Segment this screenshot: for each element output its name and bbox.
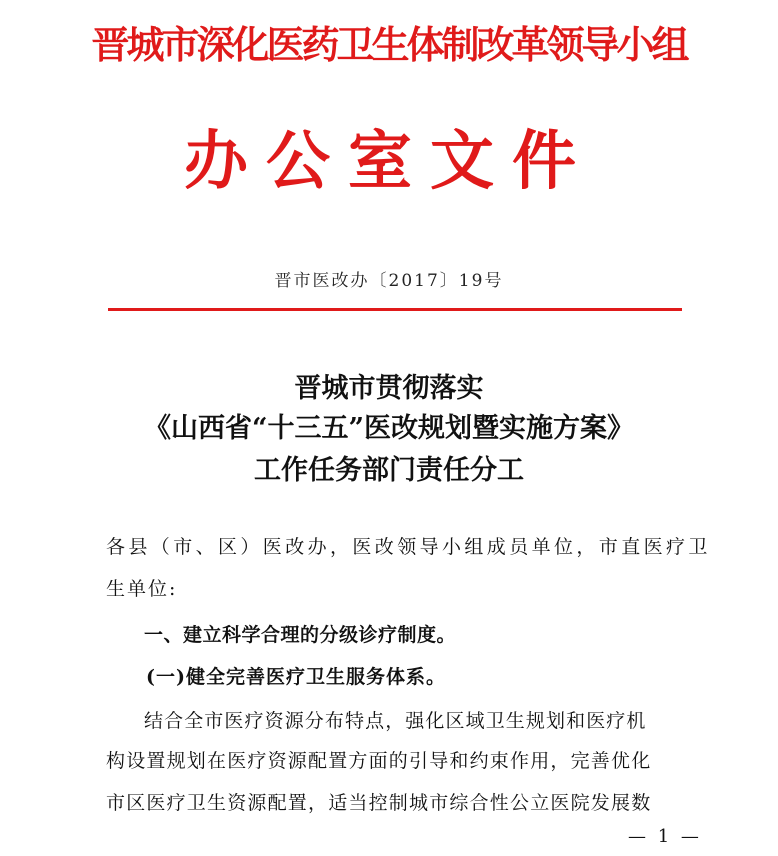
red-separator-line: [108, 308, 682, 311]
paragraph-line-3: 市区医疗卫生资源配置，适当控制城市综合性公立医院发展数: [106, 792, 652, 814]
document-number: 晋市医改办〔2017〕19号: [274, 271, 504, 291]
issuing-organization: 晋城市深化医药卫生体制改革领导小组: [91, 22, 687, 67]
subsection-heading-1-1: (一)健全完善医疗卫生服务体系。: [146, 666, 446, 688]
document-kind-title: 办公室文件: [184, 124, 594, 199]
page-number: — 1 —: [628, 826, 702, 847]
section-heading-1: 一、建立科学合理的分级诊疗制度。: [144, 624, 457, 646]
title-line-3: 工作任务部门责任分工: [254, 455, 524, 486]
salutation-line-2: 生单位:: [106, 578, 178, 600]
title-line-1: 晋城市贯彻落实: [294, 373, 484, 404]
salutation-line-1: 各县（市、区）医改办，医改领导小组成员单位，市直医疗卫: [106, 536, 711, 558]
paragraph-line-2: 构设置规划在医疗资源配置方面的引导和约束作用，完善优化: [106, 750, 652, 772]
paragraph-line-1: 结合全市医疗资源分布特点，强化区域卫生规划和医疗机: [144, 710, 647, 732]
title-line-2: 《山西省“十三五”医改规划暨实施方案》: [143, 413, 635, 444]
